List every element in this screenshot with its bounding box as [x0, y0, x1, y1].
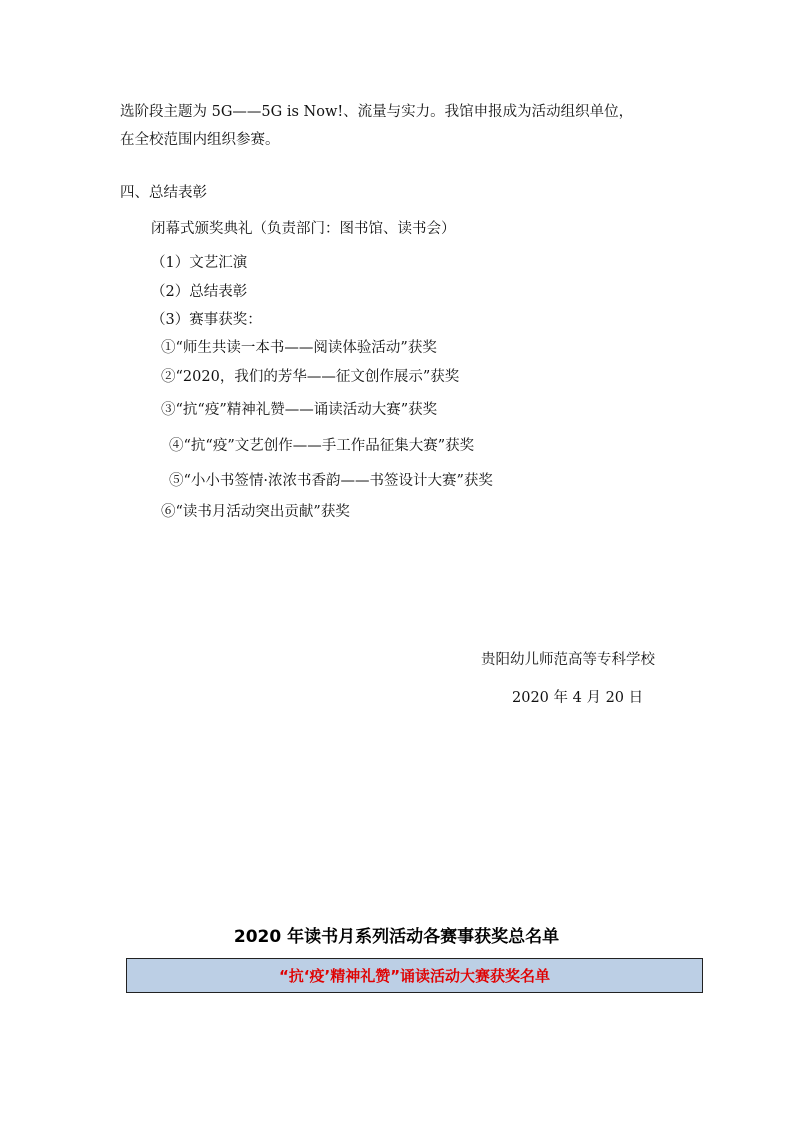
- award-item: ④“抗“疫”文艺创作——手工作品征集大赛”获奖: [169, 438, 475, 454]
- award-item: ①“师生共读一本书——阅读体验活动”获奖: [161, 340, 437, 356]
- signature-organization: 贵阳幼儿师范高等专科学校: [481, 652, 655, 668]
- award-item: ②“2020，我们的芳华——征文创作展示”获奖: [161, 369, 460, 385]
- award-item: ③“抗“疫”精神礼赞——诵读活动大赛”获奖: [161, 402, 438, 418]
- ceremony-line: 闭幕式颁奖典礼（负责部门：图书馆、读书会）: [151, 221, 456, 237]
- winners-list-title: 2020 年读书月系列活动各赛事获奖总名单: [233, 927, 560, 947]
- signature-date: 2020 年 4 月 20 日: [512, 690, 644, 706]
- intro-line-1: 选阶段主题为 5G——5G is Now!、流量与实力。我馆申报成为活动组织单位，: [120, 104, 634, 120]
- award-item: ⑥“读书月活动突出贡献”获奖: [161, 504, 350, 520]
- award-item: ⑤“小小书签情·浓浓书香韵——书签设计大赛”获奖: [169, 473, 493, 489]
- list-item: （2）总结表彰: [151, 284, 248, 300]
- winners-banner-text: “抗‘疫’精神礼赞”诵读活动大赛获奖名单: [278, 967, 551, 985]
- section-heading: 四、总结表彰: [120, 185, 207, 201]
- intro-line-2: 在全校范围内组织参赛。: [120, 132, 280, 148]
- list-item: （1）文艺汇演: [151, 255, 248, 271]
- list-item: （3）赛事获奖：: [151, 312, 262, 328]
- winners-banner: [126, 958, 703, 993]
